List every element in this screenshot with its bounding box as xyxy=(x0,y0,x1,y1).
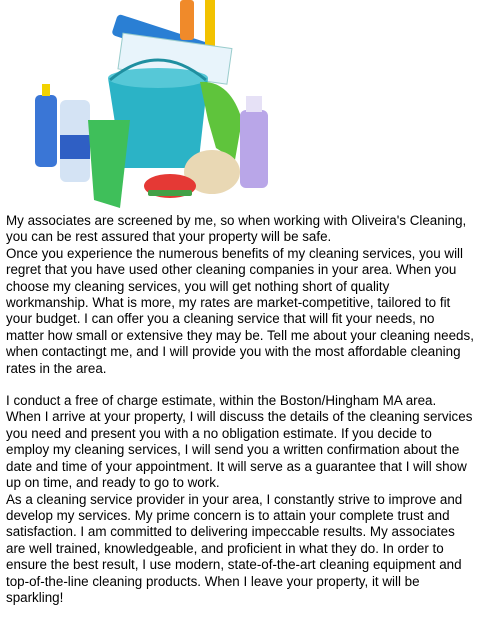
bottle-cap-yellow xyxy=(42,84,50,96)
gloves-icon xyxy=(200,82,242,160)
dustpan-icon xyxy=(88,120,130,208)
article-body xyxy=(6,213,474,606)
paragraph-2: Once you experience the numerous benefits of my cleaning services, you will regret that you have used other cleaning companies in your area. When you choose my cleaning services, you will get nothing short of quality workmanship. What is more, my rates are market-competitive, tailored to fit your budget. I can offer you a cleaning service that will fit your needs, no matter how small or extensive they may be. Tell me about your cleaning needs, when contactingt me, and I will provide you with the most affordable cleaning rates in the area. xyxy=(6,245,474,376)
cleaning-supplies-illustration xyxy=(30,0,290,210)
paragraph-4: As a cleaning service provider in your area, I constantly strive to improve and develop my services. My prime concern is to attain your complete trust and satisfaction. I am committed to delivering impeccable results. My associates are well trained, knowledgeable, and proficient in what they do. In order to ensure the best result, I use modern, state-of-the-art cleaning equipment and top-of-the-line cleaning products. When I leave your property, it will be sparkling! xyxy=(6,491,463,605)
paragraph-spacer xyxy=(6,377,474,393)
bottle-purple-icon xyxy=(240,110,268,188)
bottle-cap-white xyxy=(246,96,262,112)
brush-bristles xyxy=(148,190,192,196)
paragraph-1: My associates are screened by me, so when working with Oliveira's Cleaning, you can be rest assured that your property will be safe. xyxy=(6,213,467,245)
bottle-label xyxy=(60,135,90,159)
spray-bottle-icon xyxy=(180,0,194,40)
bottle-blue-icon xyxy=(35,95,57,167)
cleaning-supplies-image xyxy=(30,0,290,210)
paragraph-3: I conduct a free of charge estimate, within the Boston/Hingham MA area. When I arrive at your property, I will discuss the details of the cleaning services you need and present you with a no obligation estimate. If you decide to employ my cleaning services, I will send you a written confirmation about the date and time of your appointment. It will serve as a guarantee that I will show up on time, and ready to go to work. xyxy=(6,393,473,491)
